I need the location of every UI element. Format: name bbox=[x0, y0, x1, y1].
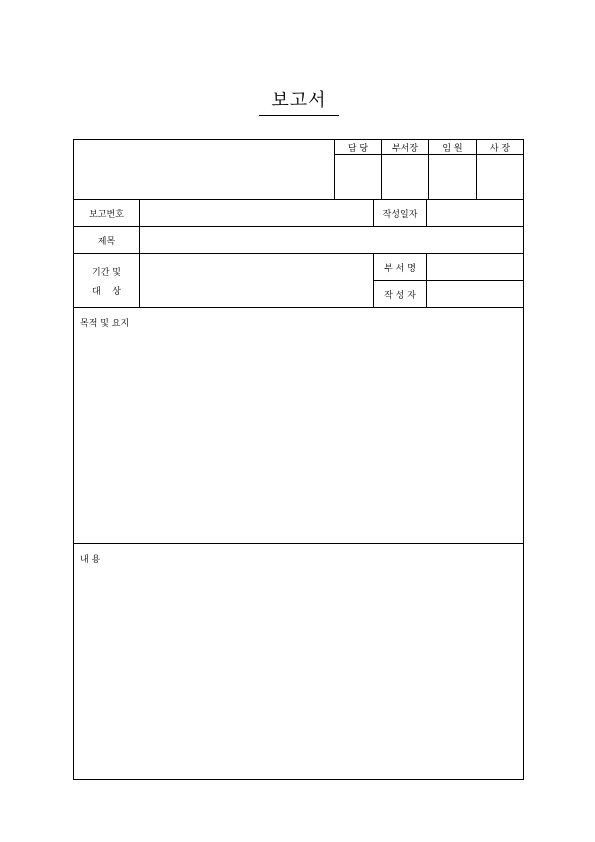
dept-name-label: 부 서 명 bbox=[384, 263, 416, 274]
approval-sign-staff[interactable] bbox=[335, 155, 381, 199]
approval-header-staff: 담 당 bbox=[347, 143, 369, 154]
write-date-field[interactable] bbox=[427, 200, 523, 226]
content-label: 내 용 bbox=[80, 555, 101, 565]
period-target-label bbox=[74, 254, 139, 307]
content-field[interactable] bbox=[74, 566, 523, 778]
approval-header-dept-head: 부서장 bbox=[391, 143, 419, 154]
row-divider-5 bbox=[73, 543, 524, 544]
write-date-label: 작성일자 bbox=[382, 209, 418, 220]
approval-sign-president[interactable] bbox=[477, 155, 523, 199]
report-number-label: 보고번호 bbox=[89, 209, 124, 220]
row-divider-4 bbox=[73, 307, 524, 308]
approval-sign-dept-head[interactable] bbox=[382, 155, 428, 199]
purpose-summary-label: 목적 및 요지 bbox=[80, 319, 130, 329]
period-label-line2: 대 상 bbox=[92, 286, 121, 297]
approval-header-president: 사 장 bbox=[489, 143, 511, 154]
writer-label: 작 성 자 bbox=[384, 290, 416, 301]
approval-sign-executive[interactable] bbox=[429, 155, 476, 199]
writer-field[interactable] bbox=[427, 281, 523, 307]
period-label-line1: 기간 및 bbox=[92, 267, 121, 278]
document-title: 보고서 bbox=[259, 89, 339, 116]
purpose-summary-field[interactable] bbox=[74, 330, 523, 542]
dept-name-field[interactable] bbox=[427, 254, 523, 280]
subject-label: 제목 bbox=[97, 236, 116, 247]
subject-field[interactable] bbox=[140, 227, 523, 253]
report-number-field[interactable] bbox=[140, 200, 373, 226]
period-target-field[interactable] bbox=[140, 254, 373, 307]
approval-header-executive: 임 원 bbox=[442, 143, 463, 154]
